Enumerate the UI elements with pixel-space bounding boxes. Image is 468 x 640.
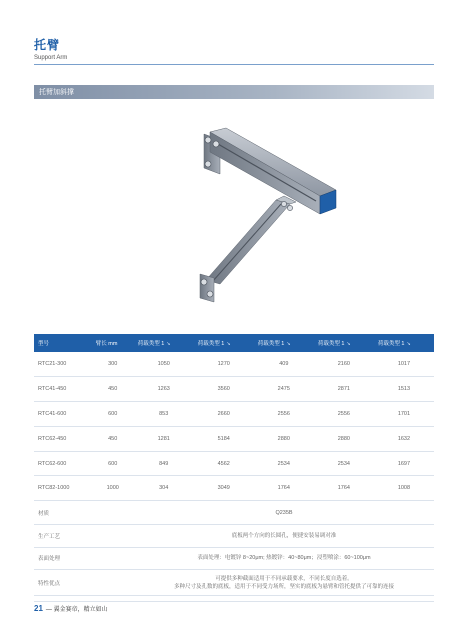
header-load-type-5: 荷载类型 1 ↘ xyxy=(374,334,434,352)
cell-arm-length: 450 xyxy=(92,426,134,451)
table-row xyxy=(34,451,434,476)
cell-load: 304 xyxy=(134,476,194,501)
attribute-value xyxy=(134,570,434,596)
attribute-row xyxy=(34,502,434,525)
header-model: 型号 xyxy=(34,334,92,352)
cell-load: 409 xyxy=(254,352,314,377)
lower-plate xyxy=(200,274,214,302)
page-subtitle: Support Arm xyxy=(34,55,68,61)
page-title: 托臂 xyxy=(34,38,61,52)
footer-divider xyxy=(34,601,434,602)
cell-load: 2556 xyxy=(314,402,374,427)
footer-slogan: — 翼金赛帝，精立如山 xyxy=(45,607,108,613)
header-load-type-3: 荷载类型 1 ↘ xyxy=(254,334,314,352)
cell-load: 1697 xyxy=(374,451,434,476)
cell-arm-length: 1000 xyxy=(92,476,134,501)
cell-arm-length: 600 xyxy=(92,402,134,427)
cell-load: 1513 xyxy=(374,377,434,402)
cell-load: 3560 xyxy=(194,377,254,402)
table-row xyxy=(34,476,434,501)
cell-load: 1050 xyxy=(134,352,194,377)
cell-load: 1008 xyxy=(374,476,434,501)
cell-model: RTC62-600 xyxy=(34,451,92,476)
attribute-row xyxy=(34,547,434,570)
section-header xyxy=(34,85,434,99)
cell-load: 2556 xyxy=(254,402,314,427)
attribute-value: 底板两个方向的长圆孔，便捷安装易调对准 xyxy=(134,525,434,548)
spec-table-header-row xyxy=(34,334,434,352)
attributes-table xyxy=(34,502,434,596)
header-arm-length: 臂长 mm xyxy=(92,334,134,352)
support-arm-product-image xyxy=(180,118,350,308)
cell-load: 1017 xyxy=(374,352,434,377)
cell-load: 2871 xyxy=(314,377,374,402)
load-arrow-icon: ↘ xyxy=(166,341,171,347)
cell-load: 853 xyxy=(134,402,194,427)
attribute-name: 表面处理 xyxy=(34,547,134,570)
cell-load: 2880 xyxy=(314,426,374,451)
table-row xyxy=(34,426,434,451)
load-arrow-icon: ↘ xyxy=(286,341,291,347)
cell-model: RTC21-300 xyxy=(34,352,92,377)
title-divider xyxy=(34,64,434,65)
cell-load: 3049 xyxy=(194,476,254,501)
cell-arm-length: 300 xyxy=(92,352,134,377)
cell-load: 4562 xyxy=(194,451,254,476)
cell-load: 1281 xyxy=(134,426,194,451)
load-arrow-icon: ↘ xyxy=(226,341,231,347)
cell-model: RTC62-450 xyxy=(34,426,92,451)
page-title-block xyxy=(34,36,67,61)
section-label: 托臂加斜撑 xyxy=(39,89,74,96)
table-row xyxy=(34,352,434,377)
page-number: 21 xyxy=(34,604,43,613)
header-load-type-2: 荷载类型 1 ↘ xyxy=(194,334,254,352)
cell-model: RTC41-450 xyxy=(34,377,92,402)
load-arrow-icon: ↘ xyxy=(346,341,351,347)
cell-load: 2660 xyxy=(194,402,254,427)
attribute-value: 表面处理：电镀锌 8~20μm; 热镀锌：40~80μm；浸塑喷涂：60~100μm xyxy=(134,547,434,570)
attribute-name: 生产工艺 xyxy=(34,525,134,548)
attribute-name: 特性优点 xyxy=(34,570,134,596)
attribute-row xyxy=(34,570,434,596)
table-row xyxy=(34,402,434,427)
cell-arm-length: 450 xyxy=(92,377,134,402)
page-footer xyxy=(34,604,108,613)
spec-table xyxy=(34,334,434,501)
cell-load: 1764 xyxy=(314,476,374,501)
cell-model: RTC82-1000 xyxy=(34,476,92,501)
header-load-type-1: 荷载类型 1 ↘ xyxy=(134,334,194,352)
cell-load: 2880 xyxy=(254,426,314,451)
cell-load: 849 xyxy=(134,451,194,476)
attribute-name: 材质 xyxy=(34,502,134,525)
attribute-value: Q235B xyxy=(134,502,434,525)
cell-load: 2534 xyxy=(254,451,314,476)
cell-load: 2534 xyxy=(314,451,374,476)
attribute-value-line: 可提供多种截面适用于不同承载要求，不同长度自选着。 xyxy=(215,575,353,582)
cell-arm-length: 600 xyxy=(92,451,134,476)
cell-load: 1632 xyxy=(374,426,434,451)
table-row xyxy=(34,377,434,402)
cell-load: 2160 xyxy=(314,352,374,377)
cell-load: 5184 xyxy=(194,426,254,451)
load-arrow-icon: ↘ xyxy=(406,341,411,347)
cell-load: 2475 xyxy=(254,377,314,402)
cell-load: 1701 xyxy=(374,402,434,427)
attribute-value-line: 多种尺寸及孔数的底板，适用于不同受力场所，坚实的底板为悬臂和管托提供了可靠的连接 xyxy=(173,583,394,590)
attribute-row xyxy=(34,525,434,548)
cell-model: RTC41-600 xyxy=(34,402,92,427)
cell-load: 1764 xyxy=(254,476,314,501)
cell-load: 1263 xyxy=(134,377,194,402)
cell-load: 1270 xyxy=(194,352,254,377)
header-load-type-4: 荷载类型 1 ↘ xyxy=(314,334,374,352)
